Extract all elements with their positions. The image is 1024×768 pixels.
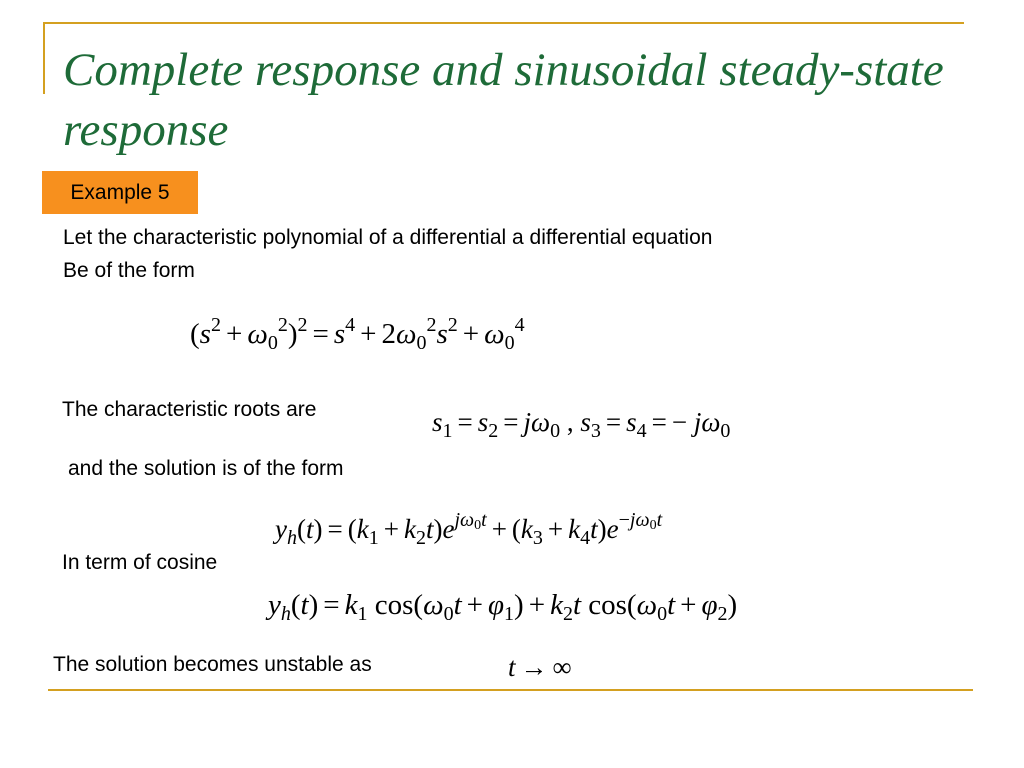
- cosine-equation: $y_h(t) = k_1$ $\cos(\omega_0t + \varphi_1) + k_2t$ $\cos(\omega_0t + \varphi_2)$: [268, 589, 738, 625]
- polynomial-equation: $(s^2 + \omega_0^2)^2 = s^4 + 2\omega_0^2s^2 + \omega_0^4$: [190, 314, 525, 354]
- limit-expression: t → ∞: [508, 652, 572, 682]
- unstable-label: The solution becomes unstable as: [53, 653, 372, 676]
- solution-label: and the solution is of the form: [68, 457, 344, 480]
- intro-line-1: Let the characteristic polynomial of a differential a differential equation: [63, 226, 713, 249]
- slide-title: Complete response and sinusoidal steady-state response: [63, 44, 944, 156]
- roots-label: The characteristic roots are: [62, 398, 317, 421]
- example-badge: Example 5: [42, 171, 198, 214]
- bottom-rule: [48, 689, 973, 691]
- cosine-label: In term of cosine: [62, 551, 218, 574]
- solution-equation: $y_h(t) = (k_1 + k_2t)e^{j\omega_0t} + (k_3 + k_4t)e^{-j\omega_0t}$: [275, 509, 663, 549]
- frame-left-rule: [43, 22, 45, 94]
- roots-equation: $s_1 = s_2 = j\omega_0$ , $s_3 = s_4$ = − $j\omega_0$: [432, 407, 731, 442]
- intro-line-2: Be of the form: [63, 259, 195, 282]
- frame-top-rule: [43, 22, 964, 24]
